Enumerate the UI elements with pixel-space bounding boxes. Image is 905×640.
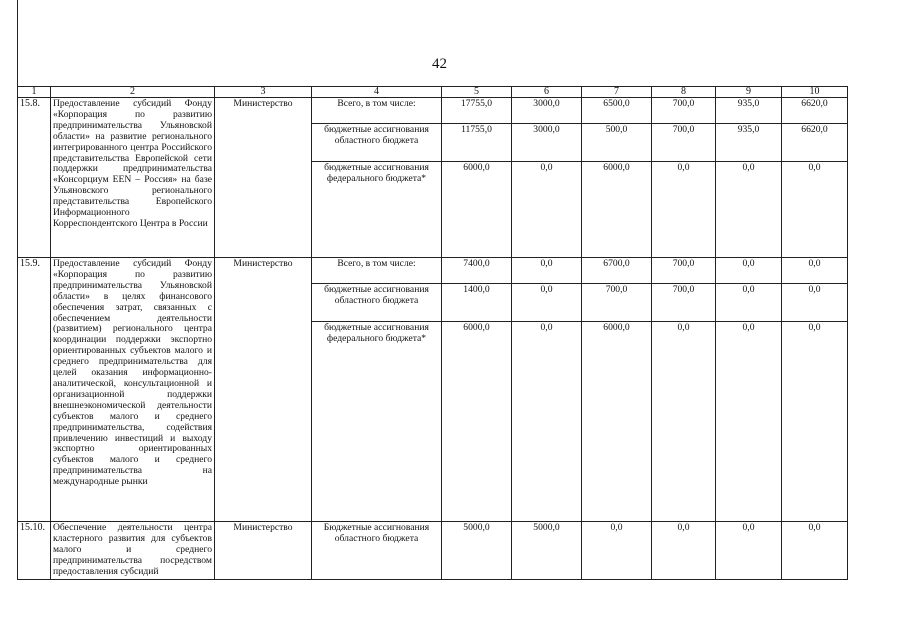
margin-line	[17, 0, 18, 86]
value-cell: 1400,0	[442, 284, 512, 322]
column-number: 7	[582, 87, 652, 98]
value-cell: 6620,0	[782, 98, 848, 124]
item-description: Предоставление субсидий Фонду «Корпорация по развитию предпринимательства Ульяновской области» в целях финансового обеспечения затрат, связанных с обеспечением деятельности (развитием) регионального центра координации поддержки экспортно ориентированных субъектов малого и среднего предпринимательства для целей оказания информационно-аналитической, консультационной и организационной поддержки внешнеэкономической деятельности субъектов малого и среднего предпринимательства, содействия привлечению инвестиций и выходу экспортно ориентированных субъектов малого и среднего предпринимательства на международные рынки	[51, 258, 215, 522]
value-cell: 3000,0	[512, 124, 582, 162]
value-cell: 6620,0	[782, 124, 848, 162]
value-cell: 700,0	[582, 284, 652, 322]
column-number: 5	[442, 87, 512, 98]
value-cell: 700,0	[652, 284, 716, 322]
value-cell: 0,0	[782, 522, 848, 580]
item-description: Обеспечение деятельности центра кластерного развития для субъектов малого и среднего предпринимательства посредством предоставления субсидий	[51, 522, 215, 580]
value-cell: 0,0	[512, 284, 582, 322]
value-cell: 0,0	[782, 258, 848, 284]
value-cell: 935,0	[716, 124, 782, 162]
column-number: 4	[312, 87, 442, 98]
item-number: 15.9.	[18, 258, 51, 522]
value-cell: 0,0	[582, 522, 652, 580]
funding-source: бюджетные ассигнования федерального бюджета*	[312, 162, 442, 258]
value-cell: 6000,0	[442, 162, 512, 258]
value-cell: 7400,0	[442, 258, 512, 284]
responsible-executor: Министерство	[215, 522, 312, 580]
value-cell: 3000,0	[512, 98, 582, 124]
column-number: 10	[782, 87, 848, 98]
value-cell: 0,0	[512, 258, 582, 284]
budget-table	[17, 86, 848, 580]
table-row	[18, 258, 848, 284]
column-number: 2	[51, 87, 215, 98]
column-number: 3	[215, 87, 312, 98]
value-cell: 5000,0	[442, 522, 512, 580]
value-cell: 0,0	[716, 284, 782, 322]
value-cell: 500,0	[582, 124, 652, 162]
value-cell: 6700,0	[582, 258, 652, 284]
column-number: 8	[652, 87, 716, 98]
item-description: Предоставление субсидий Фонду «Корпорация по развитию предпринимательства Ульяновской области» на развитие регионального интегрированного центра Российского представительства Европейской сети поддержки предпринимательства «Консорциум EEN – Россия» на базе Ульяновского регионального представительства Европейского Информационного Корреспондентского Центра в России	[51, 98, 215, 258]
funding-source: бюджетные ассигнования федерального бюджета*	[312, 322, 442, 522]
item-number: 15.8.	[18, 98, 51, 258]
value-cell: 0,0	[716, 322, 782, 522]
value-cell: 0,0	[652, 162, 716, 258]
value-cell: 0,0	[652, 322, 716, 522]
funding-source: Всего, в том числе:	[312, 98, 442, 124]
value-cell: 0,0	[512, 162, 582, 258]
value-cell: 0,0	[716, 258, 782, 284]
table-row	[18, 98, 848, 124]
value-cell: 700,0	[652, 258, 716, 284]
funding-source: бюджетные ассигнования областного бюджета	[312, 124, 442, 162]
responsible-executor: Министерство	[215, 98, 312, 258]
value-cell: 700,0	[652, 124, 716, 162]
value-cell: 6000,0	[442, 322, 512, 522]
value-cell: 6000,0	[582, 322, 652, 522]
value-cell: 0,0	[782, 284, 848, 322]
value-cell: 6000,0	[582, 162, 652, 258]
item-number: 15.10.	[18, 522, 51, 580]
table-row	[18, 522, 848, 580]
column-number-row	[18, 87, 848, 98]
value-cell: 17755,0	[442, 98, 512, 124]
column-number: 1	[18, 87, 51, 98]
value-cell: 0,0	[782, 162, 848, 258]
value-cell: 700,0	[652, 98, 716, 124]
value-cell: 0,0	[716, 522, 782, 580]
value-cell: 0,0	[782, 322, 848, 522]
responsible-executor: Министерство	[215, 258, 312, 522]
page-number: 42	[432, 56, 447, 72]
value-cell: 0,0	[512, 322, 582, 522]
funding-source: Бюджетные ассигнования областного бюджета	[312, 522, 442, 580]
value-cell: 0,0	[716, 162, 782, 258]
value-cell: 11755,0	[442, 124, 512, 162]
column-number: 9	[716, 87, 782, 98]
column-number: 6	[512, 87, 582, 98]
funding-source: Всего, в том числе:	[312, 258, 442, 284]
funding-source: бюджетные ассигнования областного бюджета	[312, 284, 442, 322]
value-cell: 935,0	[716, 98, 782, 124]
value-cell: 0,0	[652, 522, 716, 580]
value-cell: 6500,0	[582, 98, 652, 124]
value-cell: 5000,0	[512, 522, 582, 580]
